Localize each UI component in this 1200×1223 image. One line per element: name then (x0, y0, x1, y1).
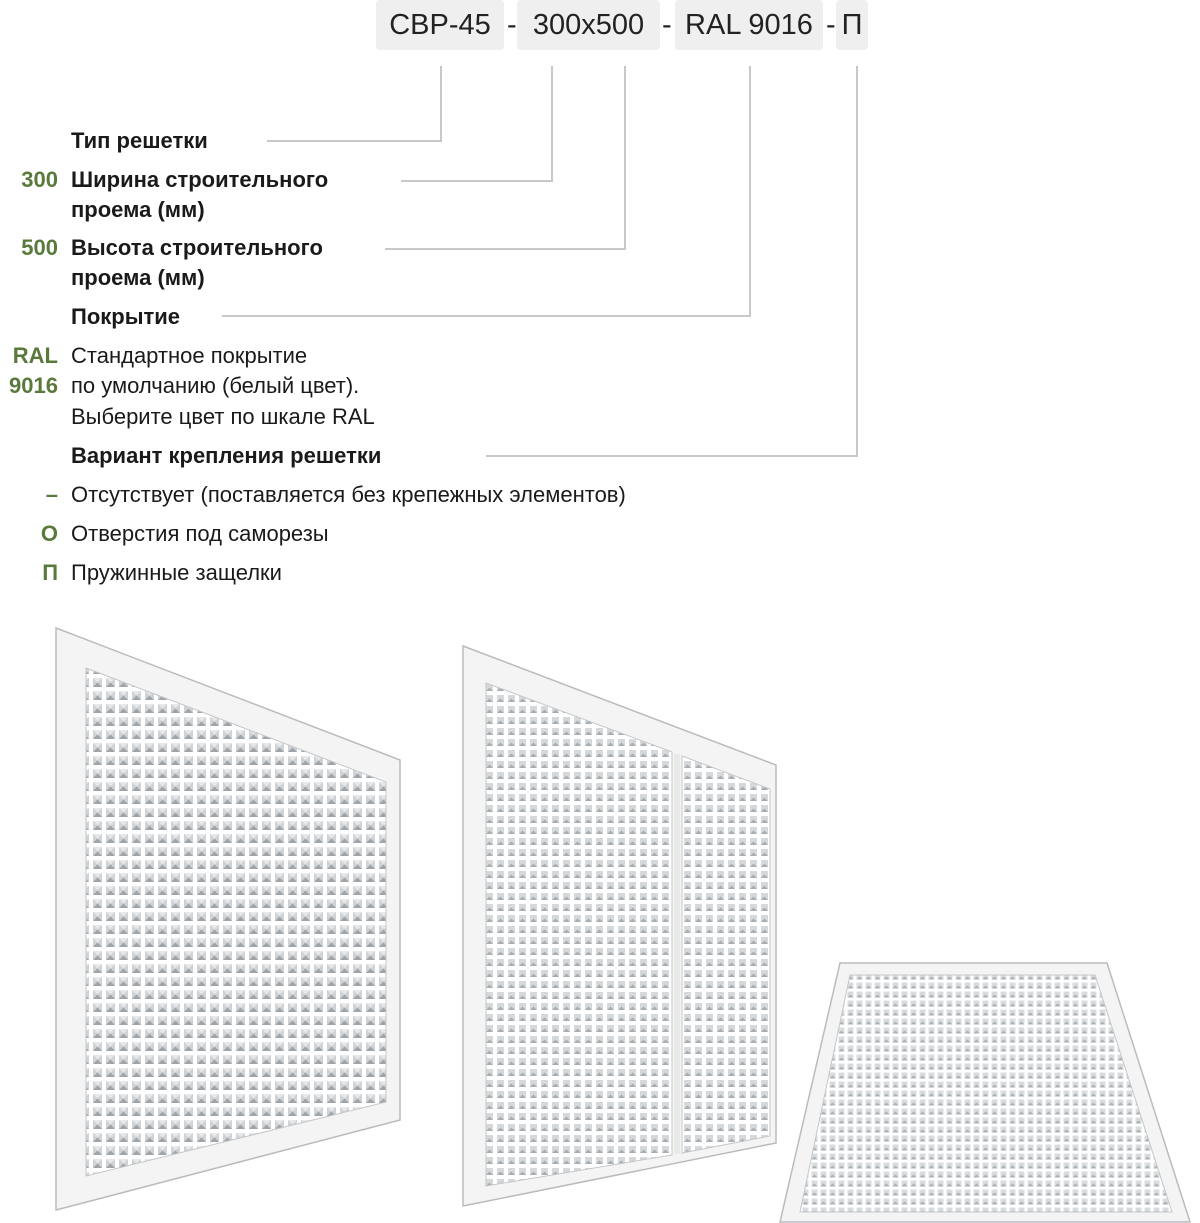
coating-desc-line1: Стандартное покрытие (71, 343, 308, 368)
code-part-size: 300х500 (517, 0, 660, 50)
code-part-coating: RAL 9016 (675, 0, 823, 50)
width-label-line2: проема (мм) (71, 197, 205, 222)
mount-option-screws: Отверстия под саморезы (71, 521, 329, 546)
coating-code-line1: RAL (12, 343, 58, 368)
width-label-line1: Ширина строительного (71, 167, 329, 192)
coating-desc-line3: Выберите цвет по шкале RAL (71, 404, 375, 429)
connector-width (401, 66, 552, 181)
code-separator: - (826, 9, 836, 41)
mount-code-none: – (45, 482, 58, 507)
mount-code-springs: П (42, 560, 58, 585)
grille-flat-view-photo (780, 963, 1190, 1222)
code-part-type: СВР-45 (376, 0, 504, 50)
grille-square-photo (56, 628, 400, 1210)
mount-option-none: Отсутствует (поставляется без крепежных элементов) (71, 482, 626, 507)
connector-height (385, 66, 625, 249)
mount-code-screws: О (40, 521, 58, 546)
coating-label: Покрытие (71, 304, 181, 329)
code-separator: - (507, 9, 517, 41)
code-separator: - (662, 9, 672, 41)
connector-type (267, 66, 441, 141)
height-code: 500 (21, 235, 58, 260)
type-label: Тип решетки (71, 128, 208, 153)
height-label-line2: проема (мм) (71, 265, 205, 290)
code-part-mount: П (836, 0, 868, 50)
width-code: 300 (21, 167, 58, 192)
mount-option-springs: Пружинные защелки (71, 560, 282, 585)
mount-label: Вариант крепления решетки (71, 443, 382, 468)
connector-mount (486, 66, 857, 456)
height-label-line1: Высота строительного (71, 235, 323, 260)
grille-double-panel-photo (463, 646, 776, 1206)
coating-desc-line2: по умолчанию (белый цвет). (71, 373, 360, 398)
coating-code-line2: 9016 (9, 373, 58, 398)
product-photos (0, 600, 1200, 1223)
